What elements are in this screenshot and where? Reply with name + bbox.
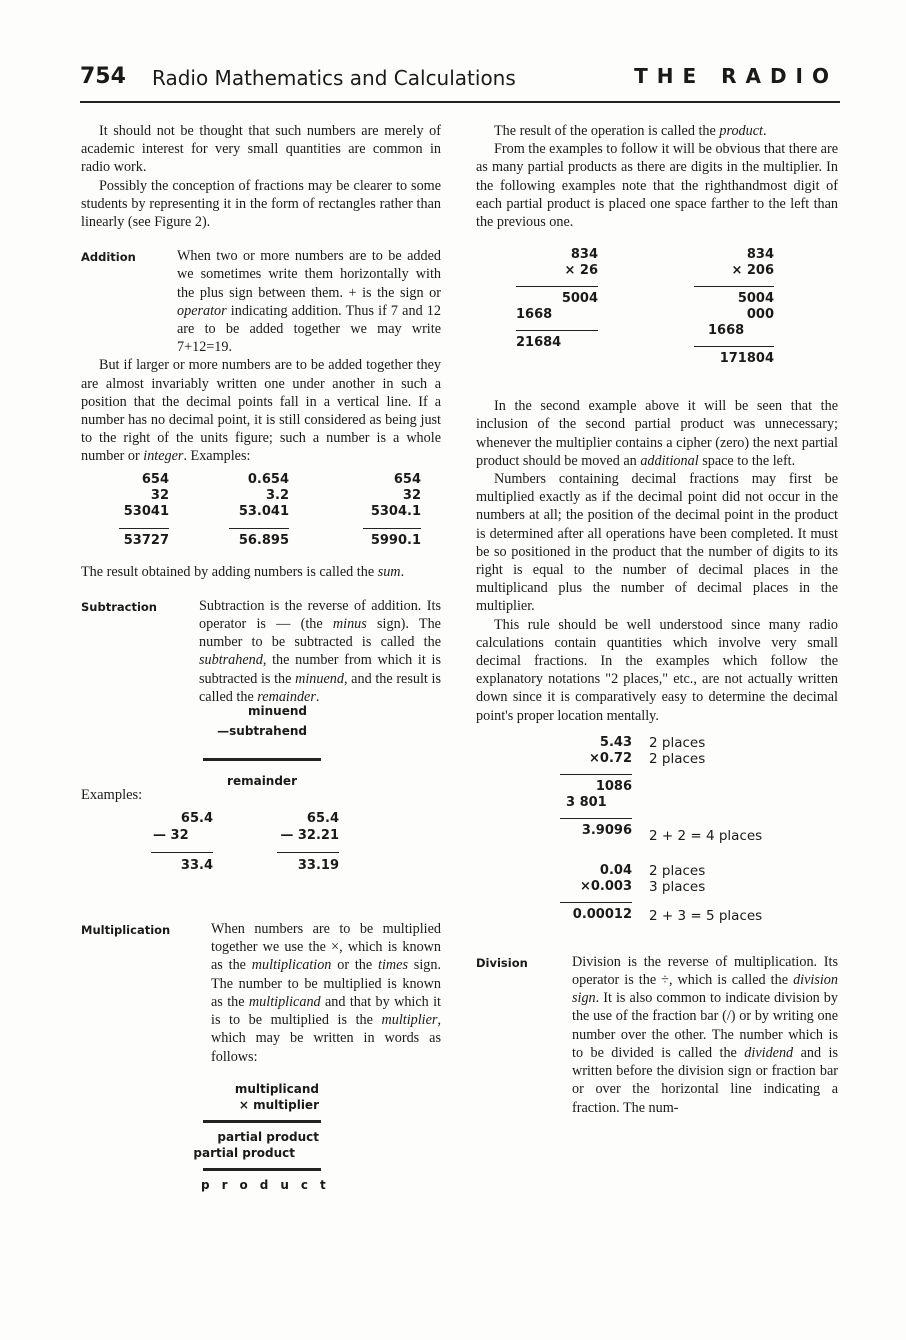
left-column xyxy=(81,122,441,1230)
page-number: 754 xyxy=(80,64,126,89)
section-heading: Multiplication xyxy=(81,923,171,938)
add-example-3: 654 32 5304.1 5990.1 xyxy=(363,472,421,549)
mult-example-1: 834 × 26 5004 1668 21684 xyxy=(516,247,598,351)
paragraph: It should not be thought that such numbers are merely of academic interest for very small quantities are common in radio work. xyxy=(81,123,441,176)
subtraction-diagram: minuend —subtrahend remainder Examples: 65.4 — 32 33.4 65.4 — 32.21 33.19 xyxy=(81,704,339,874)
paragraph: Numbers containing decimal fractions may first be multiplied exactly as if the decimal point did not occur in the numbers at all; the position of the decimal point in the product is determined after all operations have been completed. It must be so positioned in the product that the number of digits to its right is equal to the number of decimal places in the multiplicand plus the number of decimal places in the multiplier. xyxy=(476,471,838,615)
right-column xyxy=(476,122,838,1117)
paragraph: The result obtained by adding numbers is called the sum. xyxy=(81,563,405,580)
add-example-1: 654 32 53041 53727 xyxy=(119,472,169,549)
header-rule xyxy=(80,101,840,103)
running-title: Radio Mathematics and Calculations xyxy=(152,66,516,90)
sub-example-2: 65.4 — 32.21 33.19 xyxy=(277,810,339,874)
sub-example-1: 65.4 — 32 33.4 xyxy=(153,811,213,874)
paragraph: The result of the operation is called the product. xyxy=(494,123,767,139)
section-heading: Addition xyxy=(81,250,136,265)
division-section: Division Division is the reverse of multiplication. Its operator is the ÷, which is called the division sign. It is also common to indicate division by the use of the fraction bar (/) or by writing one number over the other. The number which is to be divided is called the dividend and is written before the division sign or fraction bar or over the horizontal line indicating a fraction. The num- xyxy=(476,953,838,1116)
multiplication-diagram: multiplicand × multiplier partial product partial product product xyxy=(193,1081,338,1192)
decimal-examples: 5.43 ×0.72 1086 3 801 3.9096 2 places 2 places 2 + 2 = 4 places 0.04 ×0.003 0.00012 2 places 3 places 2 + 3 = 5 places xyxy=(476,735,838,947)
mult-example-2: 834 × 206 5004 000 1668 171804 xyxy=(694,247,774,367)
paragraph: In the second example above it will be seen that the inclusion of the second partial product was unnecessary; whenever the multiplier contains a cipher (zero) the next partial product should be moved an additional space to the left. xyxy=(476,398,838,469)
multiplication-examples xyxy=(476,243,838,393)
section-heading: Division xyxy=(476,955,528,970)
paragraph: This rule should be well understood since many radio calculations contain quantities which involve very small decimal fractions. In the examples which follow the explanatory notations "2 places," etc., are not actually written down since it is comparatively easy to determine the decimal point's proper location mentally. xyxy=(476,616,838,724)
multiplication-section: Multiplication When numbers are to be multiplied together we use the ×, which is known as the multiplication or the times sign. The number to be multiplied is known as the multiplicand and that by which it is to be multiplied is the multiplier, which may be written in words as follows: xyxy=(81,921,442,1065)
add-example-2: 0.654 3.2 53.041 56.895 xyxy=(229,472,289,549)
paragraph: From the examples to follow it will be obvious that there are as many partial products as there are digits in the multiplier. In the following examples note that the righthandmost digit of each partial product is placed one space farther to the left than the previous one. xyxy=(476,141,838,231)
section-title: THE RADIO xyxy=(634,64,838,88)
addition-examples xyxy=(119,472,441,549)
paragraph: Possibly the conception of fractions may be clearer to some students by representing it in the form of rectangles rather than linearly (see Figure 2). xyxy=(81,177,441,231)
paragraph: But if larger or more numbers are to be added together they are almost invariably written one under another in such a position that the decimal points fall in a vertical line. If a number has no decimal point, it is still considered as being just to the right of the units figure; such a number is a whole number or integer. Examples: xyxy=(81,357,441,465)
page-header xyxy=(80,62,840,98)
subtraction-section: Subtraction Subtraction is the reverse of addition. Its operator is — (the minus sign). The number to be subtracted is called the subtrahend, the number from which it is subtracted is the minuend, and the result is called the remainder. xyxy=(81,597,441,705)
addition-section: Addition When two or more numbers are to be added we sometimes write them horizontally with the plus sign between them. + is the sign or operator indicating addition. Thus if 7 and 12 are to be added together we may write 7+12=19. xyxy=(81,248,441,356)
section-heading: Subtraction xyxy=(81,599,157,614)
